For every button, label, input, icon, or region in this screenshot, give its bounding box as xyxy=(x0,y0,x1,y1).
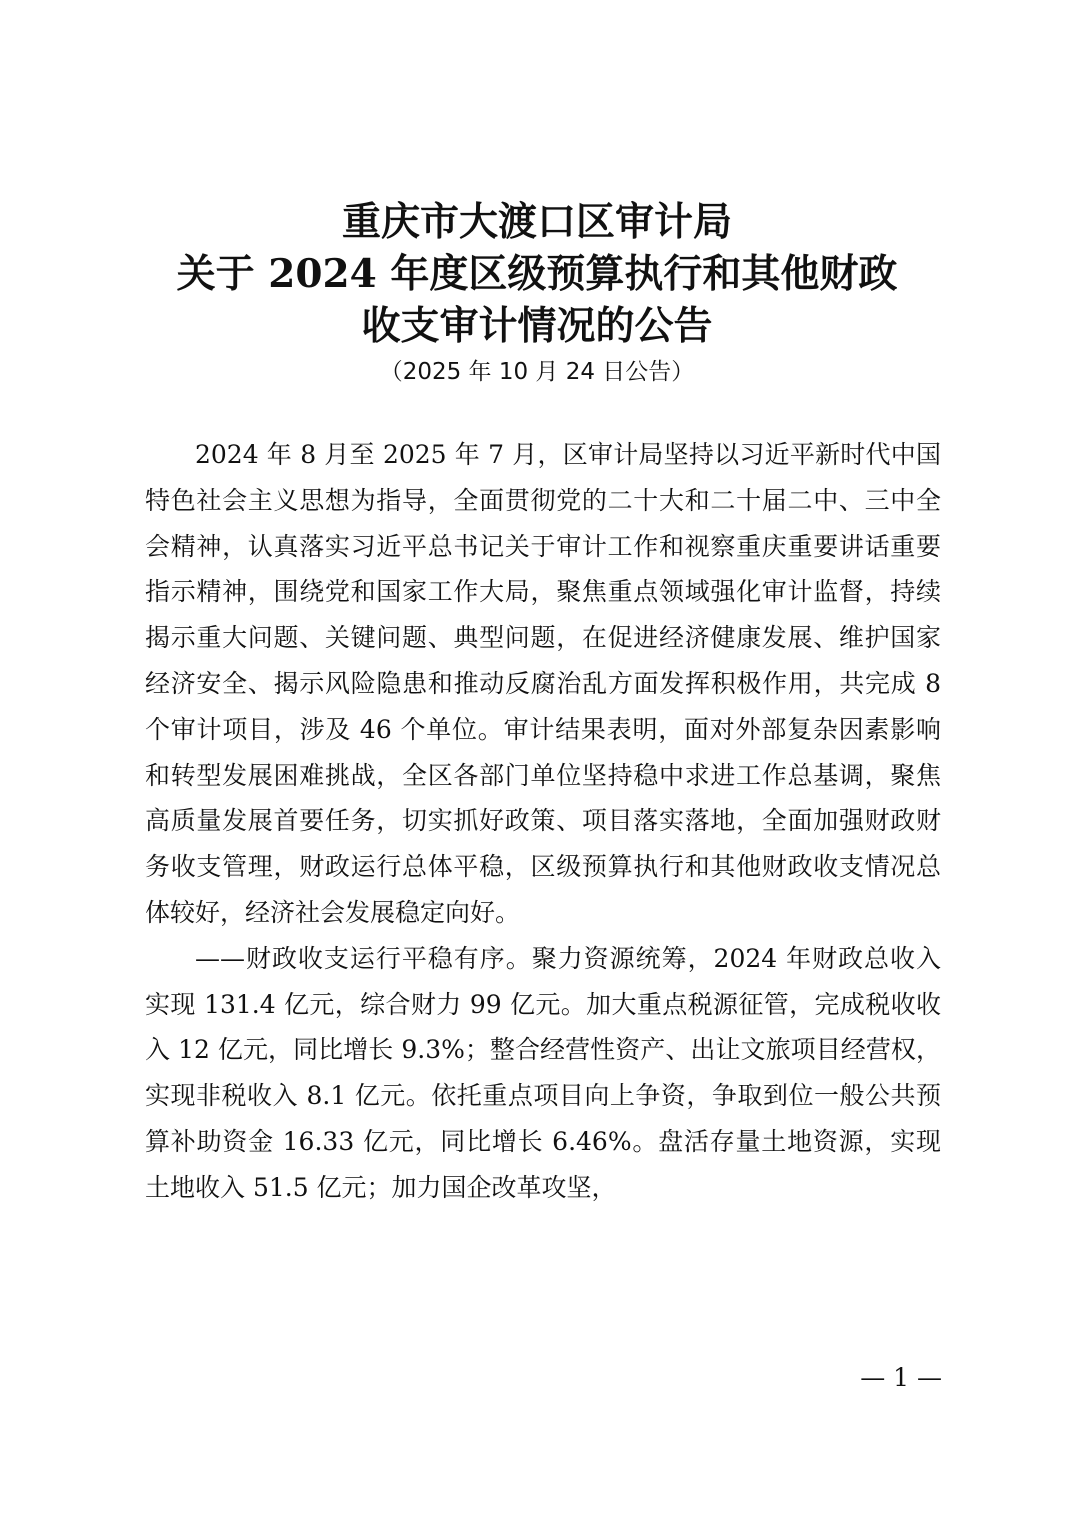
paragraph-2-lead: ——财政收支运行平稳有序。 xyxy=(195,943,532,973)
page-number: — 1 — xyxy=(860,1363,942,1392)
document-title-block xyxy=(0,196,1074,390)
announcement-date: （2025 年 10 月 24 日公告） xyxy=(379,359,695,385)
document-body xyxy=(145,432,941,1211)
paragraph-2-text: 聚力资源统筹，2024 年财政总收入实现 131.4 亿元，综合财力 99 亿元。加大重点税源征管，完成税收收入 12 亿元，同比增长 9.3%；整合经营性资产、出让文旅项目经营权，实现非税收入 8.1 亿元。依托重点项目向上争资，争取到位一般公共预算补助资金 16.33 亿元，同比增长 6.46%。盘活存量土地资源，实现土地收入 51.5 亿元；加力国企改革攻坚， xyxy=(145,943,941,1202)
body-paragraph-2 xyxy=(145,936,941,1211)
body-paragraph-1 xyxy=(145,432,941,936)
document-title-line-2: 关于 2024 年度区级预算执行和其他财政 xyxy=(176,251,898,297)
document-title-line-1: 重庆市大渡口区审计局 xyxy=(341,199,732,245)
paragraph-1-text: 2024 年 8 月至 2025 年 7 月，区审计局坚持以习近平新时代中国特色社会主义思想为指导，全面贯彻党的二十大和二十届二中、三中全会精神，认真落实习近平总书记关于审计工作和视察重庆重要讲话重要指示精神，围绕党和国家工作大局，聚焦重点领域强化审计监督，持续揭示重大问题、关键问题、典型问题，在促进经济健康发展、维护国家经济安全、揭示风险隐患和推动反腐治乱方面发挥积极作用，共完成 8 个审计项目，涉及 46 个单位。审计结果表明，面对外部复杂因素影响和转型发展困难挑战，全区各部门单位坚持稳中求进工作总基调，聚焦高质量发展首要任务，切实抓好政策、项目落实落地，全面加强财政财务收支管理，财政运行总体平稳，区级预算执行和其他财政收支情况总体较好，经济社会发展稳定向好。 xyxy=(145,440,941,927)
document-title-line-3: 收支审计情况的公告 xyxy=(361,303,713,349)
